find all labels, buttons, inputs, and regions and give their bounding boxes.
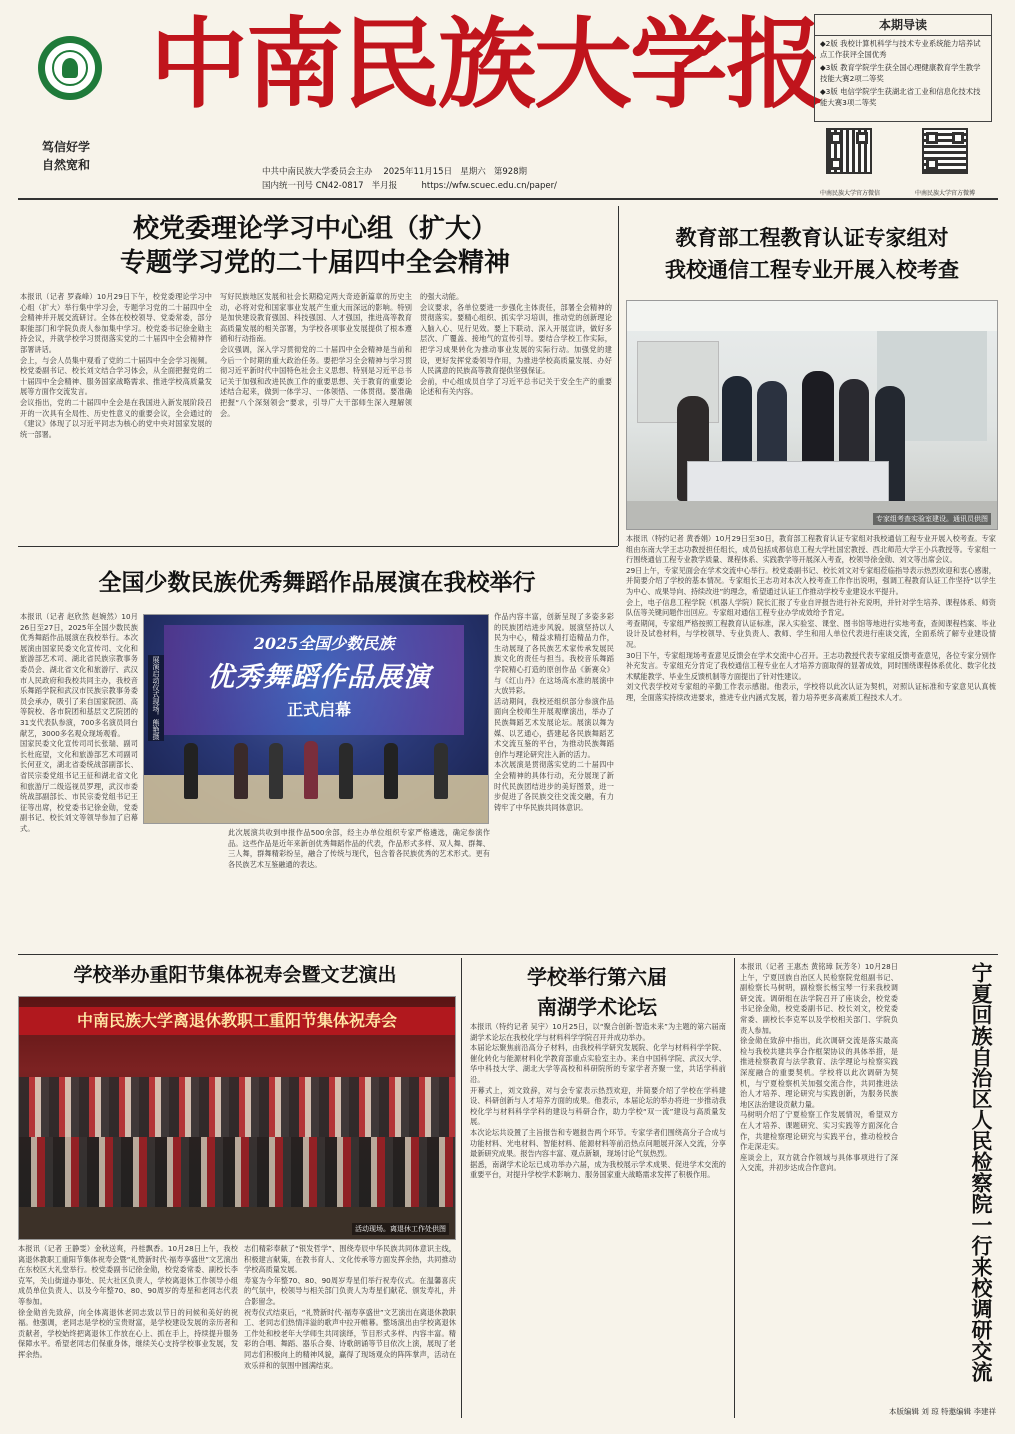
issue-date: 2025年11月15日 [383, 167, 453, 177]
issue-number: 第928期 [493, 167, 528, 177]
motto-line1: 笃信好学 [42, 140, 91, 154]
a3-col3: 作品内容丰富，创新呈现了多姿多彩的民族团结进步风貌。展演坚持以人民为中心，精益求精打造精品力作，生动展现了各民族艺术家传承发展民族文化的责任与担当。我校音乐舞蹈学院精心打造的原创作品《新赛众》与《红山丹》在这场高水准的展演中大放异彩。 活动期间，我校还组织部分参演作品面向全校师生开展观摩演出，举办了民族舞蹈艺术发展论坛。展演以舞为媒、以艺通心，搭建起各民族舞蹈艺术交流互鉴的平台，为推动民族舞蹈创作与理论研究注入新的活力。 本次展演是贯彻落实党的二十届四中全会精神的具体行动，充分展现了新时代民族团结进步的美好图景，进一步促进了各民族交往交流交融，有力铸牢了中华民族共同体意识。 [494, 612, 614, 812]
a1-title-line1: 校党委理论学习中心组（扩大） [132, 214, 497, 244]
a1-col1: 本报讯（记者 罗森峰）10月29日下午，校党委理论学习中心组（扩大）举行集中学习会，专题学习党的二十届四中全会精神并开展交流研讨。全体在校校领导、党委常委，部分职能部门和学院负责人参加集中学习。校党委书记徐金勋主持会议，并就学校学习贯彻落实党的二十届四中全会精神作部署讲话。 会上，与会人员集中观看了党的二十届四中全会学习视频。校党委副书记、校长刘文结合学习体会，从全面把握党的二十届四中全会精神、服务国家战略需求、推进学校高质量发展等方面作交流发言。 会议指出，党的二十届四中全会是在我国进入新发展阶段召开的一次具有全局性、历史性意义的重要会议，全会通过的《建议》体现了以习近平同志为核心的党中央对国家发展的统一部署。 [20, 292, 212, 439]
digest-title: 本期导读 [815, 15, 991, 36]
a2-headline [626, 222, 998, 286]
a2-photo-caption: 专家组考查实验室建设。通讯员供图 [873, 513, 991, 525]
a6-headline: 宁夏回族自治区人民检察院一行来校调研交流 [969, 962, 994, 1382]
a4-col1: 本报讯（记者 王静雯）金秋送爽，丹桂飘香。10月28日上午，我校离退休教职工重阳节集体祝寿会暨“礼赞新时代·福寿享盛世”文艺演出在东校区大礼堂举行。校党委副书记徐金勋，校党委常委、副校长李克军，关山街道办事处、民大社区负责人，学校离退休工作领导小组成员单位负责人、以及今年整70、80、90周岁的寿星和老同志代表等参加。 徐金勋首先致辞，向全体离退休老同志致以节日的问候和美好的祝福。他强调，老同志是学校的宝贵财富，是学校建设发展的亲历者和贡献者，学校始终把离退休工作放在心上、抓在手上，持续提升服务保障水平。希望老同志们保重身体，继续关心支持学校事业发展，发挥余热。 [18, 1244, 238, 1359]
a4-headline: 学校举办重阳节集体祝寿会暨文艺演出 [73, 964, 397, 986]
qr-code-weibo[interactable] [922, 128, 968, 174]
a5-body: 本报讯（特约记者 吴宇）10月25日，以“聚合创新·智造未来”为主题的第六届南湖学术论坛在我校化学与材料科学学院召开并成功举办。 本届论坛聚焦前沿高分子材料，由我校科学研究发展院、化学与材料科学学院、催化转化与能源材料化学教育部重点实验室主办。来自中国科学院、武汉大学、华中科技大学、湖北大学等高校和科研院所的专家学者齐聚一堂，共话学科前沿。 开幕式上，刘文致辞，对与会专家表示热烈欢迎，并简要介绍了学校在学科建设、科研创新与人才培养方面的成果。他表示，本届论坛的举办将进一步推动我校化学与材料科学学科的建设与科研合作，助力学校“双一流”建设与高质量发展。 本次论坛共设置了主旨报告和专题报告两个环节。专家学者们围绕高分子合成与功能材料、光电材料、智能材料、能源材料等前沿热点问题展开深入交流，分享最新研究成果。报告内容丰富、观点新颖，现场讨论气氛热烈。 据悉，南湖学术论坛已成功举办六届，成为我校展示学术成果、促进学术交流的重要平台，对提升学校学术影响力、服务国家重大战略需求发挥了积极作用。 [470, 1022, 726, 1180]
a3-photo-banner3: 正式启幕 [286, 700, 351, 719]
masthead-info [262, 165, 557, 193]
a4-photo-caption: 活动现场。离退休工作处供图 [352, 1223, 449, 1235]
digest-box [814, 14, 992, 122]
vertical-divider-bottom-right [734, 958, 735, 1418]
motto-line2: 自然宽和 [42, 158, 91, 172]
a4-photo-banner: 中南民族大学离退休教职工重阳节集体祝寿会 [19, 1007, 455, 1035]
a1-headline [20, 212, 610, 280]
a2-body: 本报讯（特约记者 黄香娟）10月29日至30日，教育部工程教育认证专家组对我校通信工程专业开展入校考查。专家组由东南大学王志功教授担任组长，成员包括成都信息工程大学杜国宏教授、西北师范大学王小兵教授等。专家组一行围绕通信工程专业教学质量、课程体系、实践教学等开展深入考查，校领导徐金勋、刘文等出席会议。 29日上午，专家见面会在学术交流中心举行。校党委副书记、校长刘文对专家组莅临指导表示热烈欢迎和衷心感谢，并简要介绍了学校的基本情况。专家组长王志功对本次入校考查工作作出说明，强调工程教育认证工作坚持“以学生为中心、成果导向、持续改进”的理念，希望通过认证工作推动学校专业建设水平提升。 会上，电子信息工程学院（机器人学院）院长汇报了专业自评报告进行补充说明，并针对学生培养、课程体系、师资队伍等关键问题作出回应。专家组对通信工程专业办学成效给予肯定。 考查期间，专家组严格按照工程教育认证标准，深入实验室、课堂、图书馆等地进行实地考查，查阅课程档案、毕业设计及试卷材料，与学校领导、专业负责人、教师、学生和用人单位代表进行座谈交流，全面系统了解专业建设情况。 30日下午，专家组现场考查意见反馈会在学术交流中心召开。王志功教授代表专家组反馈考查意见，各位专家分别作补充发言。专家组充分肯定了我校通信工程专业在人才培养方面取得的显著成效，同时围绕课程体系优化、数字化技术赋能教学、毕业生反馈机制等方面提出了针对性建议。 刘文代表学校对专家组的辛勤工作表示感谢。他表示，学校将以此次认证为契机，对照认证标准和专家意见认真梳理，全面落实持续改进要求，推进专业内涵式发展，着力培养更多高素质工程技术人才。 [626, 534, 996, 702]
host: 中共中南民族大学委员会主办 [262, 167, 373, 177]
qr1-label: 中南民族大学官方微信 [819, 190, 880, 197]
a3-col2: 此次展演共收到申报作品500余部，经主办单位组织专家严格遴选，确定参演作品。这些作品是近年来新创优秀舞蹈作品的代表，作品形式多样、双人舞、群舞、三人舞，群舞精彩纷呈，融合了传统与现代，包含着各民族优秀的艺术形式。更有各民族艺术互鉴融通的表达。 [228, 828, 490, 869]
masthead-title: 中南民族大学报 [150, 7, 823, 122]
a4-col2: 志们精彩奉献了“银发哲学”、围绕寿辰中华民族共同体意识主线，积极建言献策，在教书育人、文化传承等方面发挥余热，共同推动学校高质量发展。 寿宴为今年整70、80、90周岁寿星们举行祝寿仪式。在温馨喜庆的气氛中，校领导与相关部门负责人为寿星们献花、颁发寿礼，并合影留念。 祝寿仪式结束后，“礼赞新时代·福寿享盛世”文艺演出在离退休教职工、老同志们热情洋溢的歌声中拉开帷幕。整场演出由学校离退休工作处和校老年大学师生共同演绎，节目形式多样、内容丰富。精彩的合唱、舞蹈、器乐合奏、诗歌朗诵等节目依次上演，展现了老同志们积极向上的精神风貌，赢得了现场观众的阵阵掌声，活动在欢乐祥和的氛围中圆满结束。 [244, 1244, 456, 1370]
frequency: 半月报 [371, 181, 398, 191]
a2-title-line1: 教育部工程教育认证专家组对 [675, 225, 949, 250]
cn-number: 国内统一刊号 CN42-0817 [262, 181, 364, 191]
digest-item[interactable]: ◆3版 电信学院学生获湖北省工业和信息化技术技能大赛3项二等奖 [820, 87, 981, 107]
a5-title-line2: 南湖学术论坛 [537, 995, 657, 1019]
a1-title-line2: 专题学习党的二十届四中全会精神 [119, 248, 510, 278]
digest-item[interactable]: ◆3版 教育学院学生获全国心理健康教育学生教学技能大赛2项二等奖 [820, 63, 981, 83]
a5-headline [466, 962, 728, 1022]
horizontal-divider-mid [18, 546, 618, 547]
a1-col2: 写好民族地区发展和社会长期稳定两大奇迹新篇章的历史主动，必将对党和国家事业发展产生重大而深远的影响。特别是加快建设教育强国、科技强国、人才强国，推进高等教育高质量发展的相关部署，为学校各项事业发展提供了根本遵循和行动指南。 会议强调，深入学习贯彻党的二十届四中全会精神是当前和今后一个时期的重大政治任务。要把学习全会精神与学习贯彻习近平新时代中国特色社会主义思想、特别是习近平总书记关于加强和改进民族工作的重要思想、关于教育的重要论述结合起来，做到一体学习、一体领悟、一体贯彻。要准确把握“八个深刻领会”要求，引导广大干部师生深入理解领会。 [220, 292, 412, 418]
paper-url-link[interactable]: https://wfw.scuec.edu.cn/paper/ [421, 181, 557, 191]
weekday: 星期六 [460, 167, 486, 177]
vertical-divider-top [618, 206, 619, 546]
a2-photo [626, 300, 998, 530]
motto [42, 138, 90, 174]
a2-title-line2: 我校通信工程专业开展入校考查 [665, 257, 959, 282]
masthead-divider [18, 198, 998, 200]
qr2-label: 中南民族大学官方微博 [914, 190, 975, 197]
a3-photo-banner2: 优秀舞蹈作品展演 [207, 662, 431, 693]
a3-col1: 本报讯（记者 赵欣然 赵婉然）10月26日至27日，2025年全国少数民族优秀舞蹈作品展演在我校举行。本次展演由国家民委文化宣传司、文化和旅游部艺术司、湖北省民族宗教事务委员会、湖北省文化和旅游厅、武汉市人民政府和我校共同主办，我校音乐舞蹈学院和武汉市民族宗教事务委员会承办，吸引了来自国家院团、高等院校、各市院团和基层文艺院团的31支代表队参演，700多名演员同台献艺，3000多名观众现场观看。 国家民委文化宣传司司长张瑞、副司长杜庭望，文化和旅游部艺术司副司长何亚文，湖北省委统战部副部长、省民宗委党组书记王征和湖北省文化和旅游厅二级巡视员罗理，武汉市委统战部副部长、市民宗委党组书记王征等出席，校党委书记徐金勋，党委副书记、校长刘文等领导参加了启幕式。 [20, 612, 138, 833]
a6-body: 本报讯（记者 王惠杰 黄铭璋 阮芳冬）10月28日上午，宁夏回族自治区人民检察院党组副书记、副检察长马树明，副检察长杨宝琴一行来我校调研交流。调研组在法学院召开了座谈会，校党委书记徐金勋，校党委副书记、校长刘文，校党委常委、副校长李克军以及学校相关部门、学院负责人参加。 徐金勋在致辞中指出，此次调研交流是落实最高检与我校共建共享合作框架协议的具体举措，是推进检察教育与法学教育、法学理论与检察实践深度融合的重要契机。学校将以此次调研为契机，与宁夏检察机关加强交流合作，共同推进法治人才培养、理论研究与实践创新，为服务民族地区法治建设贡献力量。 马树明介绍了宁夏检察工作发展情况，希望双方在人才培养、课题研究、实习实践等方面深化合作，共建检察理论研究与实践平台，推动检校合作走深走实。 座谈会上，双方就合作领域与具体事项进行了深入交流，并初步达成合作意向。 [740, 962, 898, 1173]
page-footer-editors: 本版编辑 刘 琼 特邀编辑 李建祥 [888, 1407, 996, 1416]
a3-photo-caption: 展演启动仪式现场。熊艳摄 [148, 655, 164, 741]
digest-item[interactable]: ◆2版 我校计算机科学与技术专业系统能力培养试点工作获评全国优秀 [820, 39, 981, 59]
a3-headline: 全国少数民族优秀舞蹈作品展演在我校举行 [98, 569, 536, 596]
a3-photo [143, 614, 489, 824]
a1-col3: 的强大动能。 会议要求，各单位要进一步强化主体责任，部署全会精神的贯彻落实。要精心组织、抓实学习培训，推动党的创新理论入脑入心、见行见效。要上下联动、深入开展宣讲，做好多层次、广覆盖、接地气的宣传引导。要结合学校工作实际，把学习成果转化为推动事业发展的实际行动。加强党的建设，更好发挥党委领导作用，为推进学校高质量发展、办好人民满意的民族高等教育提供坚强保证。 会前，中心组成员自学了习近平总书记关于安全生产的重要论述和有关内容。 [420, 292, 612, 397]
qr-code-wechat[interactable] [826, 128, 872, 174]
school-logo [38, 36, 102, 100]
a4-photo [18, 996, 456, 1240]
vertical-divider-bottom-left [461, 958, 462, 1418]
a5-title-line1: 学校举行第六届 [527, 965, 667, 989]
a3-photo-banner1: 2025全国少数民族 [253, 634, 395, 653]
